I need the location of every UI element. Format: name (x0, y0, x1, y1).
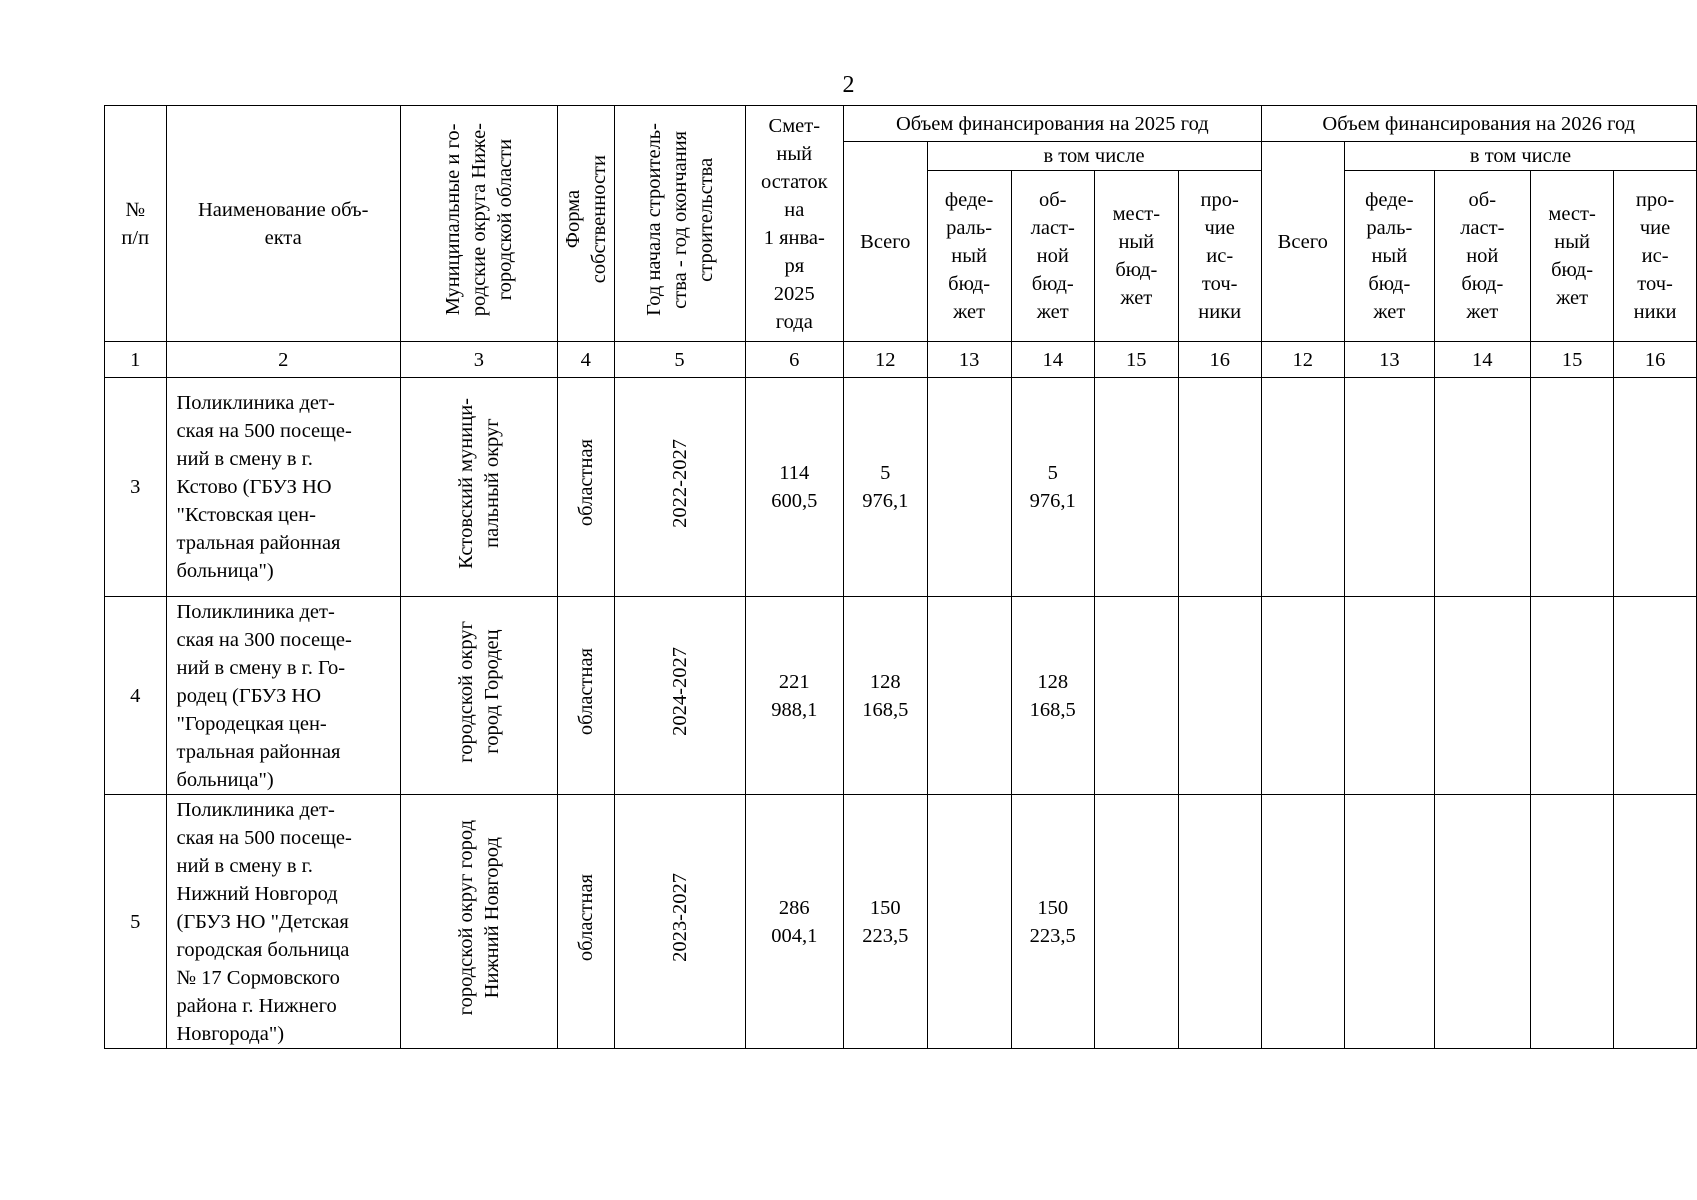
regional-2025: 5 976,1 (1011, 378, 1094, 597)
header-other-2026: про- чие ис- точ- ники (1614, 171, 1697, 342)
header-other-2025: про- чие ис- точ- ники (1178, 171, 1261, 342)
local-2025 (1094, 378, 1178, 597)
other-2025 (1178, 795, 1261, 1049)
header-including-2026: в том числе (1345, 142, 1697, 171)
ownership: областная (557, 597, 614, 795)
object-name: Поликлиника дет- ская на 500 посеще- ний в смену в г. Нижний Новгород (ГБУЗ НО "Детская городская больница № 17 Сормовского района г. Нижнего Новгорода") (166, 795, 400, 1049)
object-name: Поликлиника дет- ская на 500 посеще- ний в смену в г. Кстово (ГБУЗ НО "Кстовская цен- тральная районная больница") (166, 378, 400, 597)
total-2026 (1261, 795, 1344, 1049)
federal-2025 (927, 378, 1011, 597)
header-regional-2026: об- ласт- ной бюд- жет (1434, 171, 1530, 342)
column-number: 15 (1094, 342, 1178, 378)
other-2025 (1178, 597, 1261, 795)
header-num: № п/п (105, 106, 167, 342)
header-ownership: Форма собственности (557, 106, 614, 342)
estimated-remainder: 221 988,1 (745, 597, 844, 795)
header-local-2026: мест- ный бюд- жет (1530, 171, 1613, 342)
total-2025: 150 223,5 (844, 795, 927, 1049)
header-municipality: Муниципальные и го- родские округа Ниже- городской области (400, 106, 557, 342)
column-number: 15 (1530, 342, 1613, 378)
federal-2025 (927, 795, 1011, 1049)
regional-2025: 128 168,5 (1011, 597, 1094, 795)
column-number: 6 (745, 342, 844, 378)
local-2026 (1530, 597, 1613, 795)
local-2025 (1094, 597, 1178, 795)
total-2026 (1261, 378, 1344, 597)
ownership: областная (557, 795, 614, 1049)
municipality: Кстовский муници- пальный округ (400, 378, 557, 597)
header-group-2025: Объем финансирования на 2025 год (844, 106, 1261, 142)
header-federal-2025: феде- раль- ный бюд- жет (927, 171, 1011, 342)
header-including-2025: в том числе (927, 142, 1261, 171)
table-row (105, 378, 1697, 597)
header-federal-2026: феде- раль- ный бюд- жет (1345, 171, 1435, 342)
table-row (105, 597, 1697, 795)
federal-2025 (927, 597, 1011, 795)
column-number: 1 (105, 342, 167, 378)
regional-2025: 150 223,5 (1011, 795, 1094, 1049)
page-number: 2 (842, 72, 855, 98)
regional-2026 (1434, 795, 1530, 1049)
table-row (105, 795, 1697, 1049)
construction-years: 2023-2027 (614, 795, 745, 1049)
header-local-2025: мест- ный бюд- жет (1094, 171, 1178, 342)
local-2026 (1530, 795, 1613, 1049)
ownership: областная (557, 378, 614, 597)
construction-years: 2024-2027 (614, 597, 745, 795)
municipality: городской округ город Городец (400, 597, 557, 795)
financing-table (104, 105, 1697, 1049)
construction-years: 2022-2027 (614, 378, 745, 597)
column-number: 12 (844, 342, 927, 378)
estimated-remainder: 114 600,5 (745, 378, 844, 597)
municipality: городской округ город Нижний Новгород (400, 795, 557, 1049)
header-regional-2025: об- ласт- ной бюд- жет (1011, 171, 1094, 342)
estimated-remainder: 286 004,1 (745, 795, 844, 1049)
object-name: Поликлиника дет- ская на 300 посеще- ний в смену в г. Го- родец (ГБУЗ НО "Городецкая цен- тральная районная больница") (166, 597, 400, 795)
header-years: Год начала строитель- ства - год окончания строительства (614, 106, 745, 342)
column-number: 4 (557, 342, 614, 378)
column-number: 13 (927, 342, 1011, 378)
regional-2026 (1434, 597, 1530, 795)
federal-2026 (1345, 597, 1435, 795)
header-group-2026: Объем финансирования на 2026 год (1261, 106, 1696, 142)
column-number: 3 (400, 342, 557, 378)
column-number: 5 (614, 342, 745, 378)
header-total-2025: Всего (844, 142, 927, 342)
column-number: 14 (1434, 342, 1530, 378)
local-2025 (1094, 795, 1178, 1049)
header-name: Наименование объ- екта (166, 106, 400, 342)
column-number: 2 (166, 342, 400, 378)
other-2026 (1614, 597, 1697, 795)
column-number: 13 (1345, 342, 1435, 378)
column-number: 16 (1614, 342, 1697, 378)
header-remainder: Смет- ный остаток на 1 янва- ря 2025 года (745, 106, 844, 342)
other-2026 (1614, 378, 1697, 597)
column-number: 16 (1178, 342, 1261, 378)
local-2026 (1530, 378, 1613, 597)
federal-2026 (1345, 378, 1435, 597)
row-num: 3 (105, 378, 167, 597)
header-total-2026: Всего (1261, 142, 1344, 342)
other-2026 (1614, 795, 1697, 1049)
column-number: 12 (1261, 342, 1344, 378)
total-2025: 128 168,5 (844, 597, 927, 795)
column-number-row (105, 342, 1697, 378)
other-2025 (1178, 378, 1261, 597)
row-num: 4 (105, 597, 167, 795)
header-row-1 (105, 106, 1697, 142)
total-2026 (1261, 597, 1344, 795)
row-num: 5 (105, 795, 167, 1049)
federal-2026 (1345, 795, 1435, 1049)
regional-2026 (1434, 378, 1530, 597)
column-number: 14 (1011, 342, 1094, 378)
total-2025: 5 976,1 (844, 378, 927, 597)
